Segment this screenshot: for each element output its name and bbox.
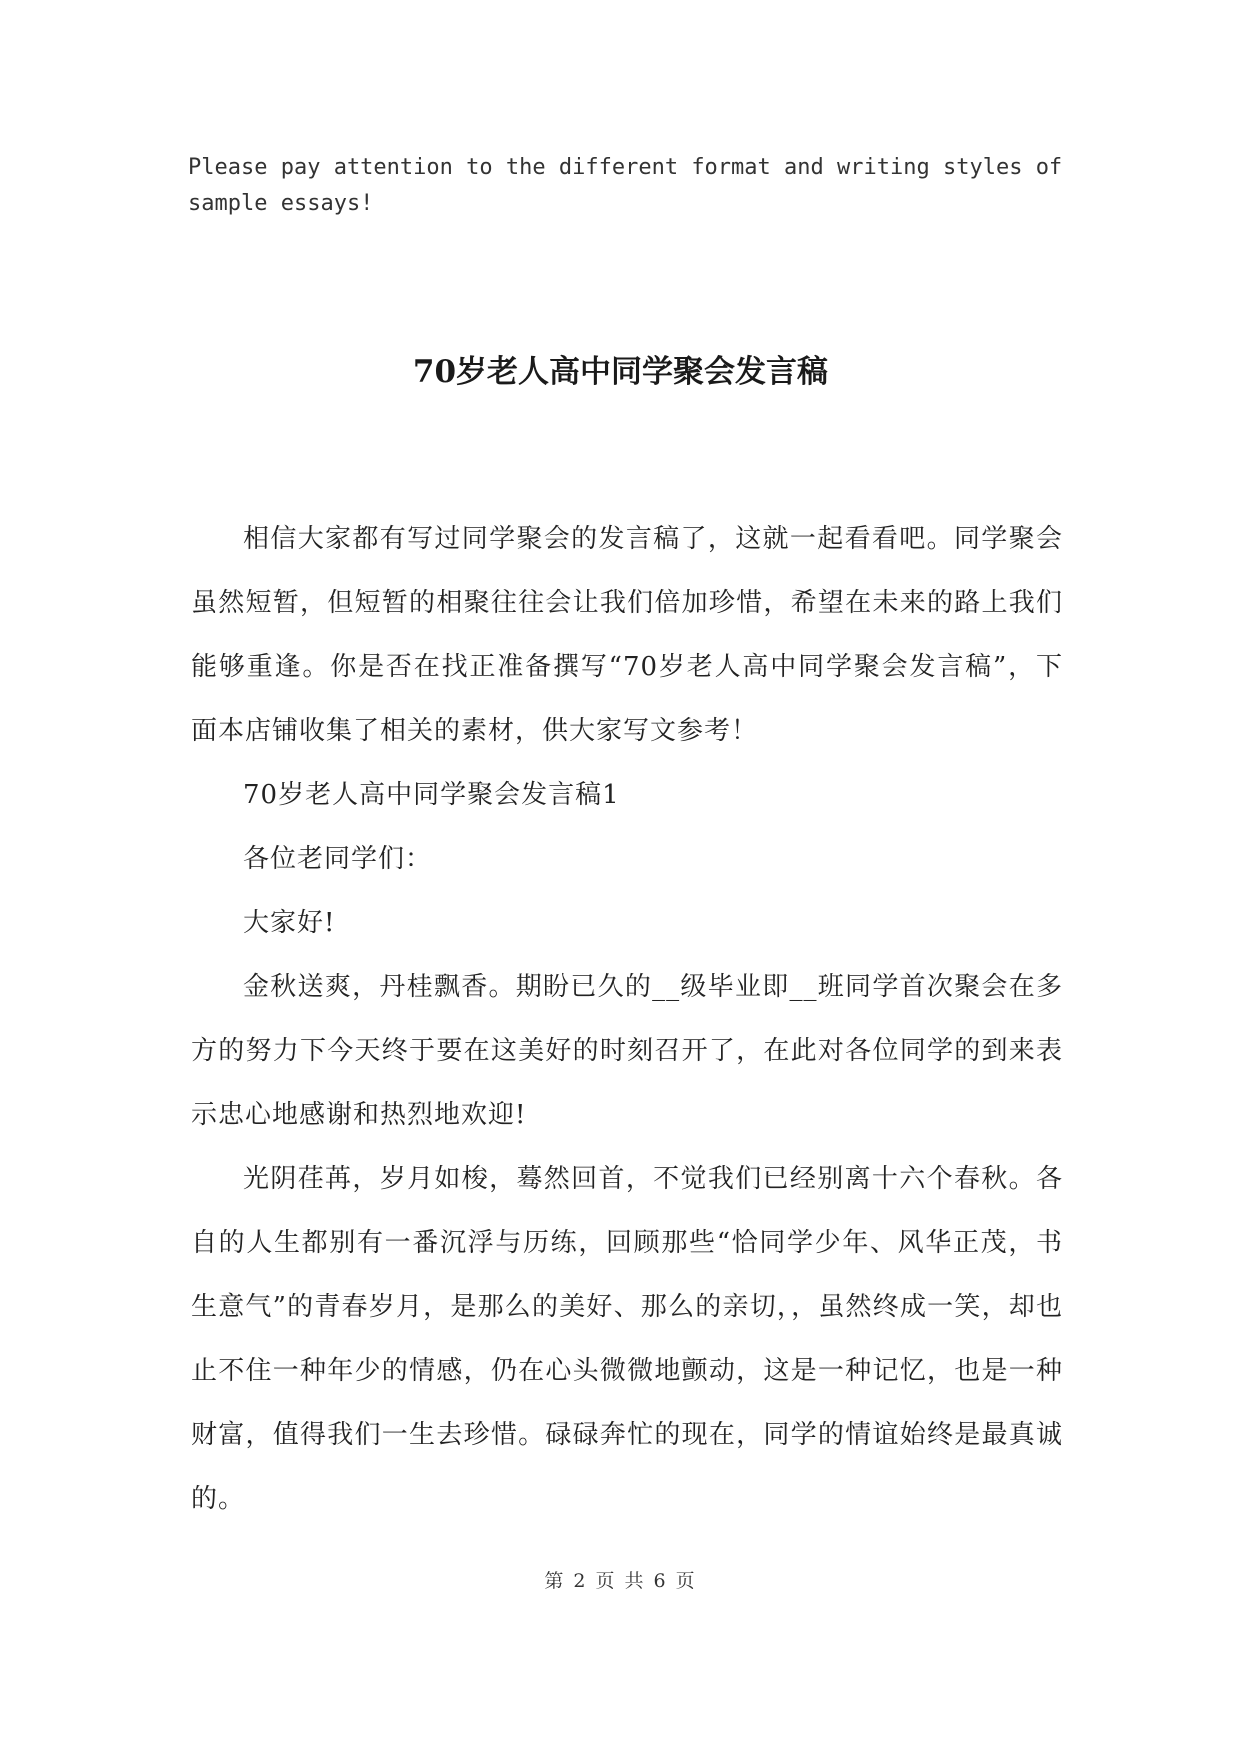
page-number: 第 2 页 共 6 页	[544, 1570, 697, 1592]
section-heading: 70岁老人高中同学聚会发言稿1	[243, 780, 620, 810]
document-body	[191, 507, 1063, 1531]
format-notice: Please pay attention to the different format and writing styles of sample essays!	[188, 155, 1063, 216]
salutation: 各位老同学们：	[243, 844, 433, 874]
document-title: 70岁老人高中同学聚会发言稿	[412, 354, 829, 390]
greeting: 大家好!	[243, 908, 336, 938]
body-paragraph: 光阴荏苒，岁月如梭，蓦然回首，不觉我们已经别离十六个春秋。各自的人生都别有一番沉浮与历练，回顾那些“恰同学少年、风华正茂，书生意气”的青春岁月，是那么的美好、那么的亲切，，虽然终成一笑，却也止不住一种年少的情感，仍在心头微微地颤动，这是一种记忆，也是一种财富，值得我们一生去珍惜。碌碌奔忙的现在，同学的情谊始终是最真诚的。	[191, 1164, 1063, 1514]
body-paragraph: 金秋送爽，丹桂飘香。期盼已久的__级毕业即__班同学首次聚会在多方的努力下今天终于要在这美好的时刻召开了，在此对各位同学的到来表示忠心地感谢和热烈地欢迎!	[191, 972, 1063, 1130]
intro-paragraph: 相信大家都有写过同学聚会的发言稿了，这就一起看看吧。同学聚会虽然短暂，但短暂的相聚往往会让我们倍加珍惜，希望在未来的路上我们能够重逢。你是否在找正准备撰写“70岁老人高中同学聚会发言稿”，下面本店铺收集了相关的素材，供大家写文参考！	[191, 524, 1063, 746]
